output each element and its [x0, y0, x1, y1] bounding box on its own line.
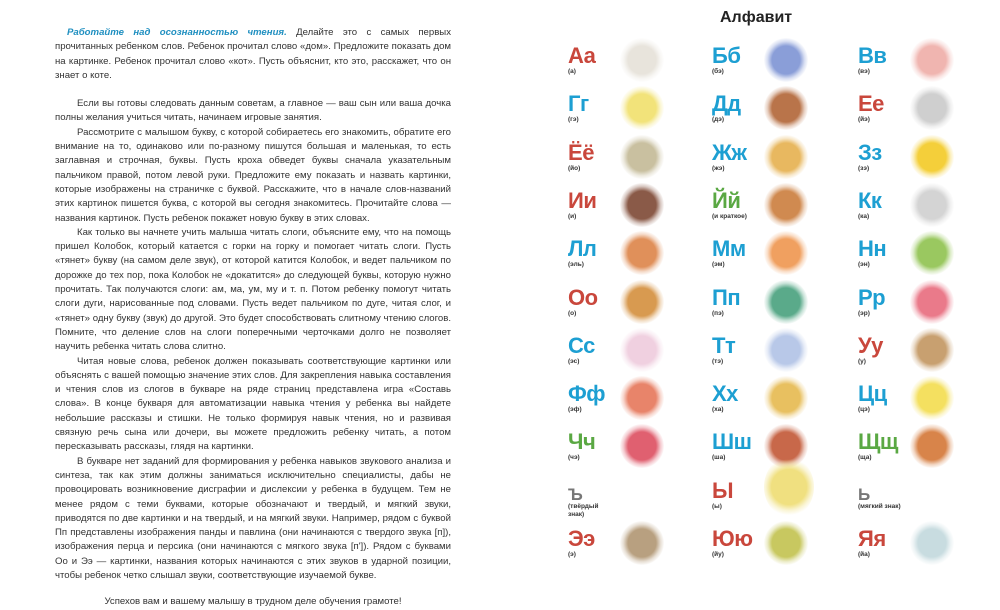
alphabet-entry [568, 141, 708, 187]
anchor-picture [910, 521, 954, 565]
letter-sound: (и краткое) [712, 212, 747, 220]
letter: Оо [568, 284, 598, 310]
alphabet-entry [568, 382, 708, 428]
letter-sound: (мягкий знак) [858, 502, 901, 510]
alphabet-entry [858, 92, 998, 138]
letter-sound: (эр) [858, 309, 870, 317]
alphabet-entry [568, 237, 708, 283]
letter: Юю [712, 526, 753, 551]
alphabet-title: Алфавит [720, 9, 793, 26]
stork-picture [620, 38, 664, 82]
puppy-picture [910, 424, 954, 468]
letter: Щщ [858, 429, 898, 455]
letter: Ее [858, 91, 884, 117]
paragraph [55, 26, 451, 83]
alphabet-entry [712, 479, 852, 525]
kettle-picture [620, 424, 664, 468]
letter-sound: (эм) [712, 261, 725, 269]
letter-sound: (ха) [712, 406, 724, 414]
letter: Хх [712, 381, 738, 407]
butterfly-picture [764, 38, 808, 82]
letter: Жж [712, 139, 747, 165]
bread-picture [764, 376, 808, 420]
alphabet-entry [712, 334, 852, 380]
paragraph: Читая новые слова, ребенок должен показывать соответствующие картинки или объяснять с вашей помощью значение этих слов. Для закрепления навыка составления и чтения слов из слогов в букваре на ряде страниц представлена игра «Составь слова». В конце букваря для автоматизации навыка чтения у ребенка вы найдете небольшие рассказы и стишки. Не только формируя навык чтения, но и развивая связную речь сына или дочери, вы можете предложить ребенку читать, а потом пересказывать рассказы, глядя на картинки. [55, 355, 451, 453]
letter: Лл [568, 236, 597, 262]
alphabet-entry [712, 286, 852, 332]
letter-sound: (эн) [858, 261, 870, 269]
letter-sound: (ща) [858, 454, 872, 462]
letter: Йй [712, 187, 741, 213]
balloons-picture [764, 457, 814, 517]
letter: Ь [858, 484, 870, 504]
pear-picture [620, 86, 664, 130]
alphabet-entry [568, 430, 708, 476]
carrot-picture [764, 231, 808, 275]
letter-sound: (жэ) [712, 164, 725, 172]
letter-sound: (ша) [712, 454, 726, 462]
left-page-text [55, 26, 451, 610]
letter: Нн [858, 236, 887, 262]
alphabet-entry [712, 92, 852, 138]
alphabet-entry [858, 237, 998, 283]
letter-sound: (цэ) [858, 406, 870, 414]
vegetables-picture [910, 231, 954, 275]
letter: Чч [568, 429, 596, 455]
letter-sound: (ы) [712, 502, 722, 510]
rose-picture [910, 280, 954, 324]
letter-sound: (у) [858, 357, 866, 365]
alphabet-entry [858, 286, 998, 332]
alphabet-entry [858, 44, 998, 90]
letter-sound: (зэ) [858, 164, 870, 172]
alphabet-entry [712, 44, 852, 90]
letter: Яя [858, 526, 886, 551]
letter-sound: (дэ) [712, 116, 725, 124]
alphabet-entry [858, 334, 998, 380]
cat-picture [910, 183, 954, 227]
letter-sound: (йа) [858, 551, 870, 558]
letter: Пп [712, 284, 741, 310]
letter-sound: (чэ) [568, 454, 580, 462]
letter: Уу [858, 332, 883, 358]
duck-picture [910, 328, 954, 372]
letter-sound: (эль) [568, 261, 584, 269]
alphabet-entry [568, 189, 708, 235]
closing-line: Успехов вам и вашему малышу в трудном деле обучения грамоте! [104, 596, 402, 608]
letter: Шш [712, 429, 752, 455]
scooter-picture [620, 328, 664, 372]
spinning-top-picture [764, 521, 808, 565]
alphabet-entry [712, 237, 852, 283]
alphabet-entry [858, 189, 998, 235]
acorns-picture [764, 135, 808, 179]
chick-picture [910, 376, 954, 420]
alphabet-page [540, 0, 1000, 563]
letter-sound: (эс) [568, 357, 580, 365]
letter-sound: (твёрдый знак) [568, 502, 599, 518]
letter-sound: (вэ) [858, 68, 870, 75]
raccoon-picture [910, 86, 954, 130]
letter: Тт [712, 332, 736, 358]
paragraph: Рассмотрите с малышом букву, с которой собираетесь его знакомить, обратите его внимание на то, одинаково или по-разному пишутся большая и маленькая, то есть заглавная и строчная, буквы. Пусть кроха обведет буквы сначала указательным пальчиком правой, потом левой руки. Предложите ему показать и назвать картинки, которые изображены на страничке с буквой. Расскажите, что в начале слов-названий этих картинок пишется буква, с которой вы сегодня знакомитесь. Прочитайте слова — названия картинок. Пусть ребенок покажет новую букву в этих словах. [55, 126, 451, 224]
letter: Аа [568, 43, 596, 68]
letter-sound: (йо) [568, 164, 581, 172]
letter: Кк [858, 187, 882, 213]
letter-sound: (пэ) [712, 309, 724, 317]
letter-sound: (о) [568, 309, 577, 317]
letter: Мм [712, 236, 746, 262]
alphabet-entry [712, 189, 852, 235]
letter: Фф [568, 381, 606, 407]
emu-picture [620, 521, 664, 565]
letter-sound: (бэ) [712, 68, 724, 75]
letter: Вв [858, 43, 887, 68]
alphabet-entry [568, 527, 708, 573]
letter: Бб [712, 43, 741, 68]
letter: Гг [568, 91, 589, 117]
letter-sound: (и) [568, 212, 577, 220]
letter: Зз [858, 139, 882, 165]
alphabet-entry [712, 141, 852, 187]
letter-sound: (йу) [712, 551, 724, 558]
letter: Ии [568, 187, 597, 213]
flag-picture [620, 376, 664, 420]
letter: Ёё [568, 139, 594, 165]
letter-sound: (эф) [568, 406, 582, 414]
peacock-picture [764, 280, 808, 324]
alphabet-entry [858, 430, 998, 476]
lead-phrase: Работайте над осознанностью чтения. [67, 27, 287, 38]
alphabet-entry [712, 382, 852, 428]
alphabet-entry [568, 286, 708, 332]
vegetables-picture [620, 280, 664, 324]
ruff-fish-picture [620, 135, 664, 179]
alphabet-entry [858, 527, 998, 573]
letter-sound: (э) [568, 551, 576, 558]
letter: Сс [568, 332, 595, 358]
paragraph: В букваре нет заданий для формирования у ребенка навыков звукового анализа и синтеза, так как этим должны заниматься исключительно специалисты, дабы не провоцировать возникновение дисграфии и дислексии у ребенка в будущем. Тем не менее рядом с теми буквами, которые обозначают и твердый, и мягкий звуки, приводятся по две картинки и на твердый, и на мягкий звуки. Например, рядом с буквой Пп представлены изображения панды и павлина (они начинаются с твердого звука [п]), изображения перца и персика (они начинаются с мягкого звука [п']). Рядом с буквами Оо и Ээ — картинки, названия которых начинаются с этих звуков в ударной позиции, чтобы ребенок четко слышал звуки, соответствующие изучаемой букве. [55, 455, 451, 581]
paragraph: Как только вы начнете учить малыша читать слоги, объясните ему, что на помощь пришел Колобок, который катается с горки на горку и помогает читать слоги. Пусть «тянет» букву (на самом деле звук), от которой катится Колобок, и ведет пальчиком по дорожке до тех пор, пока Колобок не «докатится» до следующей буквы, которую нужно прочитать. Так получаются слоги: ам, ма, ум, му и т. п. Потом ребенку помогут читать слоги дуги, нарисованные под словами. Пусть ведет пальчиком по дуге, читая слог, и «тянет» одну букву (звук) до другой. Это будет способствовать слитному чтению слогов. Помните, что деление слов на слоги поперечными черточками долго не позволяет научить ребенка читать слова слитно. [55, 226, 451, 353]
watering-can-picture [620, 231, 664, 275]
paragraph-text: Делайте это с самых первых прочитанных ребенком слов. Ребенок прочитал слово «дом». Предложите показать дом на картинке. Ребенок прочитал слово «кот». Пусть объяснит, кто это, расскажет, что он знает о коте. [55, 27, 452, 81]
alphabet-entry [568, 44, 708, 90]
letter-sound: (а) [568, 68, 576, 75]
letter-sound: (тэ) [712, 357, 724, 365]
letter: Ъ [568, 484, 583, 504]
alphabet-entry [568, 92, 708, 138]
letter-sound: (йэ) [858, 116, 870, 124]
letter: Ээ [568, 526, 595, 551]
letter: Цц [858, 381, 887, 407]
letter: Рр [858, 284, 886, 310]
letter-sound: (ка) [858, 212, 870, 220]
iodine-picture [764, 183, 808, 227]
woodpecker-picture [764, 86, 808, 130]
alphabet-entry [712, 527, 852, 573]
turkey-picture [620, 183, 664, 227]
slippers-picture [764, 328, 808, 372]
letter-sound: (гэ) [568, 116, 579, 124]
bicycle-picture [910, 38, 954, 82]
alphabet-entry [858, 141, 998, 187]
alphabet-entry [858, 382, 998, 428]
letter: Ы [712, 477, 734, 503]
umbrella-picture [910, 135, 954, 179]
paragraph: Если вы готовы следовать данным советам, а главное — ваш сын или ваша дочка полны желания учиться читать, начинаем игровые занятия. [55, 98, 451, 124]
alphabet-entry [568, 334, 708, 380]
letter: Дд [712, 91, 741, 117]
